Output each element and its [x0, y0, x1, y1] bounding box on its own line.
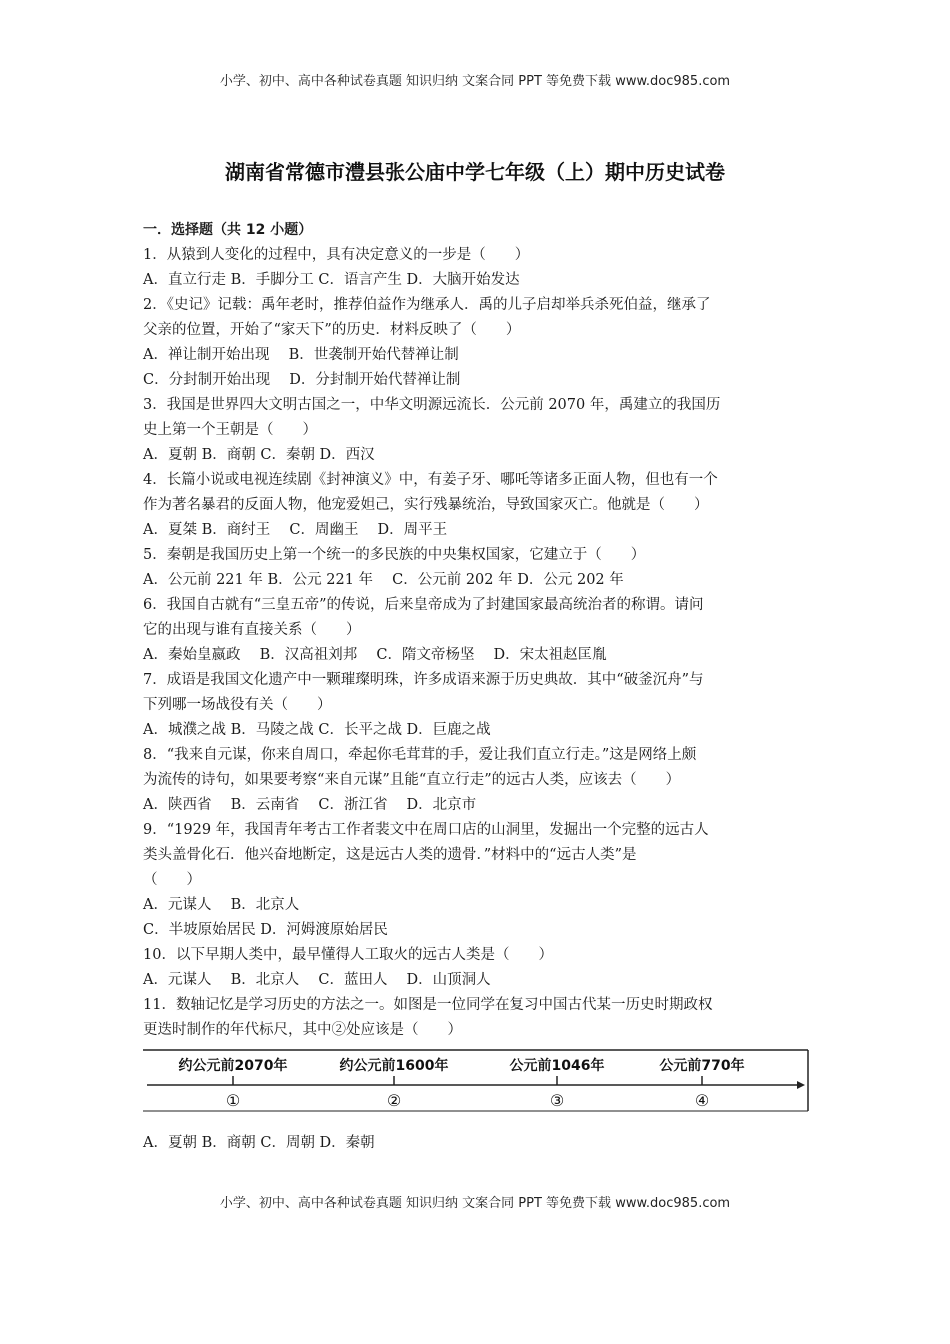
question-stem: 作为著名暴君的反面人物，他宠爱妲己，实行残暴统治，导致国家灭亡。他就是（ ） [143, 497, 709, 513]
question-4 [143, 468, 811, 543]
question-options: A．秦始皇嬴政 B．汉高祖刘邦 C．隋文帝杨坚 D．宋太祖赵匡胤 [143, 647, 607, 663]
question-3 [143, 393, 811, 468]
question-list [143, 218, 811, 1156]
timeline-marker: ③ [549, 1091, 565, 1110]
timeline-label: 约公元前1600年 [339, 1058, 449, 1074]
question-options: A．元谋人 B．北京人 C．蓝田人 D．山顶洞人 [143, 972, 491, 988]
question-options: C．半坡原始居民 D．河姆渡原始居民 [143, 922, 388, 938]
question-6 [143, 593, 811, 668]
timeline-svg [143, 1049, 811, 1129]
question-stem: 下列哪一场战役有关（ ） [143, 697, 332, 713]
question-options: A．城濮之战 B．马陵之战 C．长平之战 D．巨鹿之战 [143, 722, 491, 738]
question-2 [143, 293, 811, 393]
question-11 [143, 993, 811, 1156]
question-stem: 9．“1929 年，我国青年考古工作者裴文中在周口店的山洞里，发掘出一个完整的远古人 [143, 822, 709, 838]
timeline-arrow-icon [797, 1081, 805, 1089]
question-options: A．公元前 221 年 B．公元 221 年 C．公元前 202 年 D．公元 202 年 [143, 572, 624, 588]
question-options: A．元谋人 B．北京人 [143, 897, 300, 913]
timeline-label: 公元前1046年 [509, 1058, 605, 1074]
question-stem: 3．我国是世界四大文明古国之一，中华文明源远流长．公元前 2070 年，禹建立的我国历 [143, 397, 721, 413]
question-stem: 7．成语是我国文化遗产中一颗璀璨明珠，许多成语来源于历史典故．其中“破釜沉舟”与 [143, 672, 704, 688]
question-7 [143, 668, 811, 743]
question-5 [143, 543, 811, 593]
timeline-label: 约公元前2070年 [178, 1058, 288, 1074]
timeline-figure [143, 1049, 811, 1129]
question-stem: 10．以下早期人类中，最早懂得人工取火的远古人类是（ ） [143, 947, 553, 963]
timeline-label: 公元前770年 [659, 1058, 745, 1074]
page-title: 湖南省常德市澧县张公庙中学七年级（上）期中历史试卷 [225, 160, 725, 184]
page-footer: 小学、初中、高中各种试卷真题 知识归纳 文案合同 PPT 等免费下载 www.doc985.com [219, 1196, 731, 1211]
question-options: A．夏朝 B．商朝 C．秦朝 D．西汉 [143, 447, 375, 463]
question-1 [143, 243, 811, 293]
timeline-marker: ① [225, 1091, 241, 1110]
timeline-marker: ④ [694, 1091, 710, 1110]
question-stem: 更迭时制作的年代标尺，其中②处应该是（ ） [143, 1022, 462, 1038]
question-stem: （ ） [143, 872, 201, 888]
question-stem: 1．从猿到人变化的过程中，具有决定意义的一步是（ ） [143, 247, 530, 263]
question-options: A．直立行走 B．手脚分工 C．语言产生 D．大脑开始发达 [143, 272, 520, 288]
question-options: A．夏桀 B．商纣王 C．周幽王 D．周平王 [143, 522, 448, 538]
question-options: A．陕西省 B．云南省 C．浙江省 D．北京市 [143, 797, 477, 813]
question-8 [143, 743, 811, 818]
question-stem: 2．《史记》记载：禹年老时，推荐伯益作为继承人．禹的儿子启却举兵杀死伯益，继承了 [143, 297, 711, 313]
question-options: C．分封制开始出现 D．分封制开始代替禅让制 [143, 372, 461, 388]
question-9 [143, 818, 811, 943]
question-stem: 8．“我来自元谋，你来自周口，牵起你毛茸茸的手，爱让我们直立行走。”这是网络上颇 [143, 747, 697, 763]
section-heading: 一．选择题（共 12 小题） [143, 222, 313, 238]
timeline-marker: ② [386, 1091, 402, 1110]
question-stem: 史上第一个王朝是（ ） [143, 422, 317, 438]
question-stem: 5．秦朝是我国历史上第一个统一的多民族的中央集权国家，它建立于（ ） [143, 547, 646, 563]
question-stem: 11．数轴记忆是学习历史的方法之一。如图是一位同学在复习中国古代某一历史时期政权 [143, 997, 713, 1013]
question-options: A．禅让制开始出现 B．世袭制开始代替禅让制 [143, 347, 459, 363]
question-stem: 类头盖骨化石．他兴奋地断定，这是远古人类的遗骨．”材料中的“远古人类”是 [143, 847, 637, 863]
question-stem: 4．长篇小说或电视连续剧《封神演义》中，有姜子牙、哪吒等诸多正面人物，但也有一个 [143, 472, 718, 488]
question-stem: 它的出现与谁有直接关系（ ） [143, 622, 361, 638]
page-header: 小学、初中、高中各种试卷真题 知识归纳 文案合同 PPT 等免费下载 www.doc985.com [219, 74, 731, 89]
question-stem: 6．我国自古就有“三皇五帝”的传说，后来皇帝成为了封建国家最高统治者的称谓。请问 [143, 597, 704, 613]
question-10 [143, 943, 811, 993]
question-options: A．夏朝 B．商朝 C．周朝 D．秦朝 [143, 1135, 375, 1151]
question-stem: 为流传的诗句，如果要考察“来自元谋”且能“直立行走”的远古人类，应该去（ ） [143, 772, 681, 788]
question-stem: 父亲的位置，开始了“家天下”的历史．材料反映了（ ） [143, 322, 521, 338]
